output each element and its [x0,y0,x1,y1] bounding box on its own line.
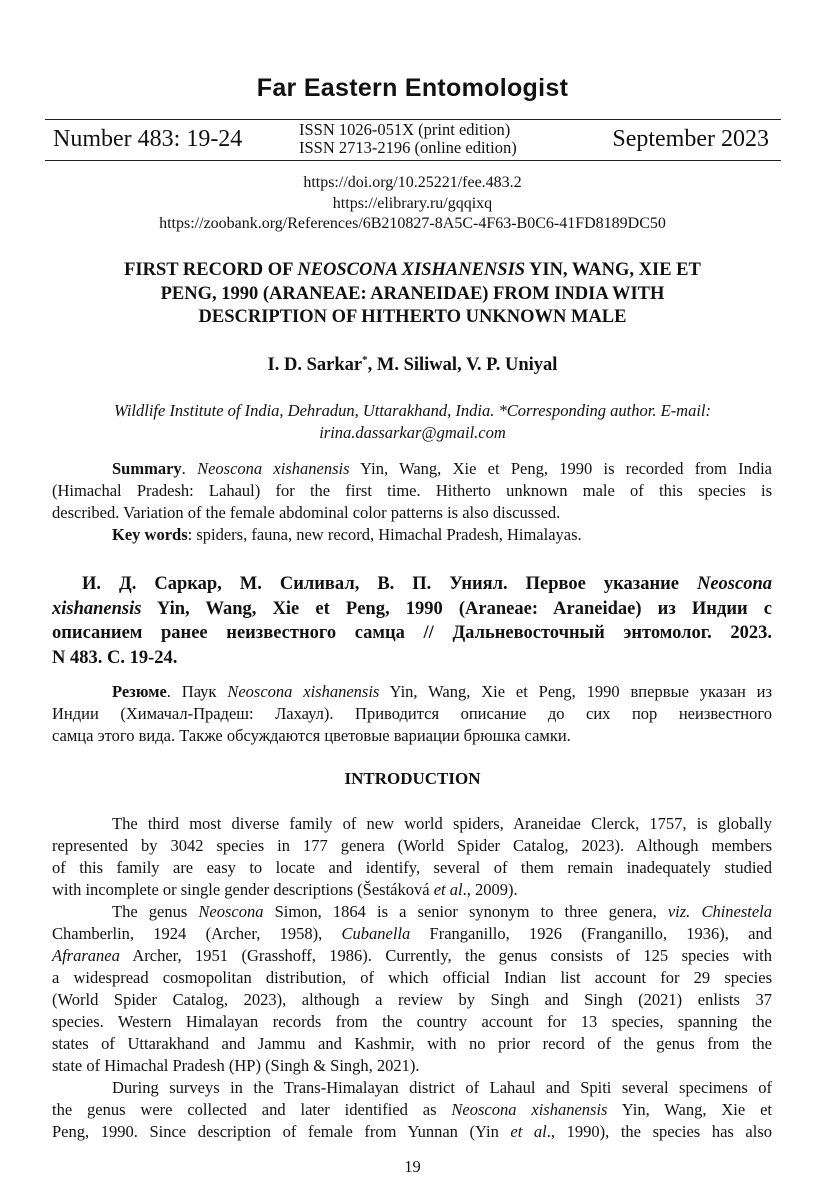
body-line: The third most diverse family of new world spiders, Araneidae Clerck, 1757, is globally [112,814,772,833]
body-line [52,1099,772,1121]
body-italic: et al [510,1122,547,1141]
section-heading-introduction: INTRODUCTION [344,769,481,788]
resume-line: Индии (Химачал-Прадеш: Лахаул). Приводится описание до сих пор неизвестного [52,704,772,723]
body-text [690,902,701,921]
body-text: the genus were collected and later identified as [52,1100,452,1119]
title-line-2: PENG, 1990 (ARANEAE: ARANEIDAE) FROM INDIA WITH [160,283,665,304]
summary-line: described. Variation of the female abdominal color patterns is also discussed. [52,503,561,522]
issue-date: September 2023 [612,126,769,152]
resume-text: Yin, Wang, Xie et Peng, 1990 впервые указан из [379,682,773,701]
doi-link[interactable]: https://doi.org/10.25221/fee.483.2 [303,174,522,191]
ru-title-line: N 483. С. 19-24. [52,647,178,668]
resume-line: самца этого вида. Также обсуждаются цветовые вариации брюшка самки. [52,726,571,745]
body-italic: et al [433,880,463,899]
introduction-body [52,813,772,1143]
body-line [52,1121,772,1143]
affiliation-line: Wildlife Institute of India, Dehradun, Uttarakhand, India. *Corresponding author. E-mail: [113,401,712,420]
issn-online: ISSN 2713-2196 (online edition) [299,138,517,157]
body-text: Archer, 1951 (Grasshoff, 1986). Currently, the genus consists of 125 species with [119,946,772,965]
summary-label: Summary [112,459,182,478]
keywords-line [52,524,772,546]
issn-print: ISSN 1026-051X (print edition) [299,120,511,139]
author-email[interactable]: irina.dassarkar@gmail.com [319,423,506,442]
other-authors: , M. Siliwal, V. P. Uniyal [367,355,558,376]
body-text: ., 1990), the species has also [546,1122,772,1141]
body-line: represented by 3042 species in 177 genera (World Spider Catalog, 2023). Although members [52,836,772,855]
elibrary-link[interactable]: https://elibrary.ru/gqqixq [332,194,493,212]
title-line-1 [60,259,765,283]
body-line: states of Uttarakhand and Jammu and Kashmir, with no prior record of the genus from the [52,1034,772,1053]
ru-title-line: описанием ранее неизвестного самца // Дальневосточный энтомолог. 2023. [52,623,772,643]
resume-line [52,681,772,703]
corresponding-mark: * [362,354,368,366]
zoobank-link[interactable]: https://zoobank.org/References/6B210827-8A5C-4F63-B0C6-41FD8189DC50 [159,215,666,232]
genus-name: Cubanella [341,924,411,943]
body-text: Simon, 1864 is a senior synonym to three genera, [263,902,668,921]
summary-line [52,458,772,480]
body-line [52,901,772,923]
author-sarkar: I. D. Sarkar [267,355,363,376]
resume-text: . Паук [166,682,228,701]
body-text: ., 2009). [462,880,518,899]
body-line [52,945,772,967]
affiliation [45,400,780,444]
russian-resume [52,681,772,747]
journal-title: Far Eastern Entomologist [256,74,569,102]
body-line [52,923,772,945]
ru-title-line [52,597,772,622]
summary-text: Yin, Wang, Xie et Peng, 1990 is recorded from India [349,459,772,478]
body-line: (World Spider Catalog, 2023), although a review by Singh and Singh (2021) enlists 37 [52,990,772,1009]
title-species: NEOSCONA XISHANENSIS [297,260,526,280]
body-text: with incomplete or single gender descriptions (Šestáková [52,880,434,899]
genus-name: Neoscona [198,902,264,921]
body-line [52,879,772,901]
summary-line: (Himachal Pradesh: Lahaul) for the first time. Hitherto unknown male of this species is [52,481,772,500]
species-name: Neoscona xishanensis [227,682,380,701]
body-italic: viz. [667,902,691,921]
genus-name: Chinestela [701,902,773,921]
article-title [60,259,765,330]
species-name: Neoscona [696,574,772,594]
body-line: a widespread cosmopolitan distribution, of which official Indian list account for 29 species [52,968,772,987]
genus-name: Afraranea [52,946,120,965]
resume-label: Резюме [112,682,167,701]
article-links [0,173,825,235]
body-text: Chamberlin, 1924 (Archer, 1958), [52,924,342,943]
summary-text: . [181,459,198,478]
body-line: state of Himachal Pradesh (HP) (Singh & Singh, 2021). [52,1056,420,1075]
authors [0,354,825,376]
body-line: of this family are easy to locate and identify, several of them remain inadequately studied [52,858,772,877]
issn-block [299,121,517,157]
russian-title [52,572,772,670]
body-line: species. Western Himalayan records from the country account for 13 species, spanning the [52,1012,772,1031]
ru-title-text: Yin, Wang, Xie et Peng, 1990 (Araneae: Araneidae) из Индии с [141,598,772,619]
body-text: Franganillo, 1926 (Franganillo, 1936), and [410,924,772,943]
ru-title-line [52,572,772,597]
body-text: Peng, 1990. Since description of female from Yunnan (Yin [52,1122,511,1141]
title-text: YIN, WANG, XIE ET [525,260,701,280]
species-name: xishanensis [52,598,142,619]
issue-number: Number 483: 19-24 [53,126,243,152]
summary-block [52,458,772,546]
species-name: Neoscona xishanensis [197,459,350,478]
body-text: The genus [112,902,199,921]
body-line: During surveys in the Trans-Himalayan district of Lahaul and Spiti several specimens of [112,1078,772,1097]
keywords-text: : spiders, fauna, new record, Himachal Pradesh, Himalayas. [187,525,582,544]
species-name: Neoscona xishanensis [451,1100,608,1119]
ru-title-text: И. Д. Саркар, М. Силивал, В. П. Униял. Первое указание [82,574,697,594]
page-number: 19 [404,1157,421,1176]
keywords-label: Key words [112,525,188,544]
issue-info-bar [45,119,781,161]
body-text: Yin, Wang, Xie et [607,1100,772,1119]
title-line-3: DESCRIPTION OF HITHERTO UNKNOWN MALE [198,307,627,327]
title-text: FIRST RECORD OF [124,260,298,280]
